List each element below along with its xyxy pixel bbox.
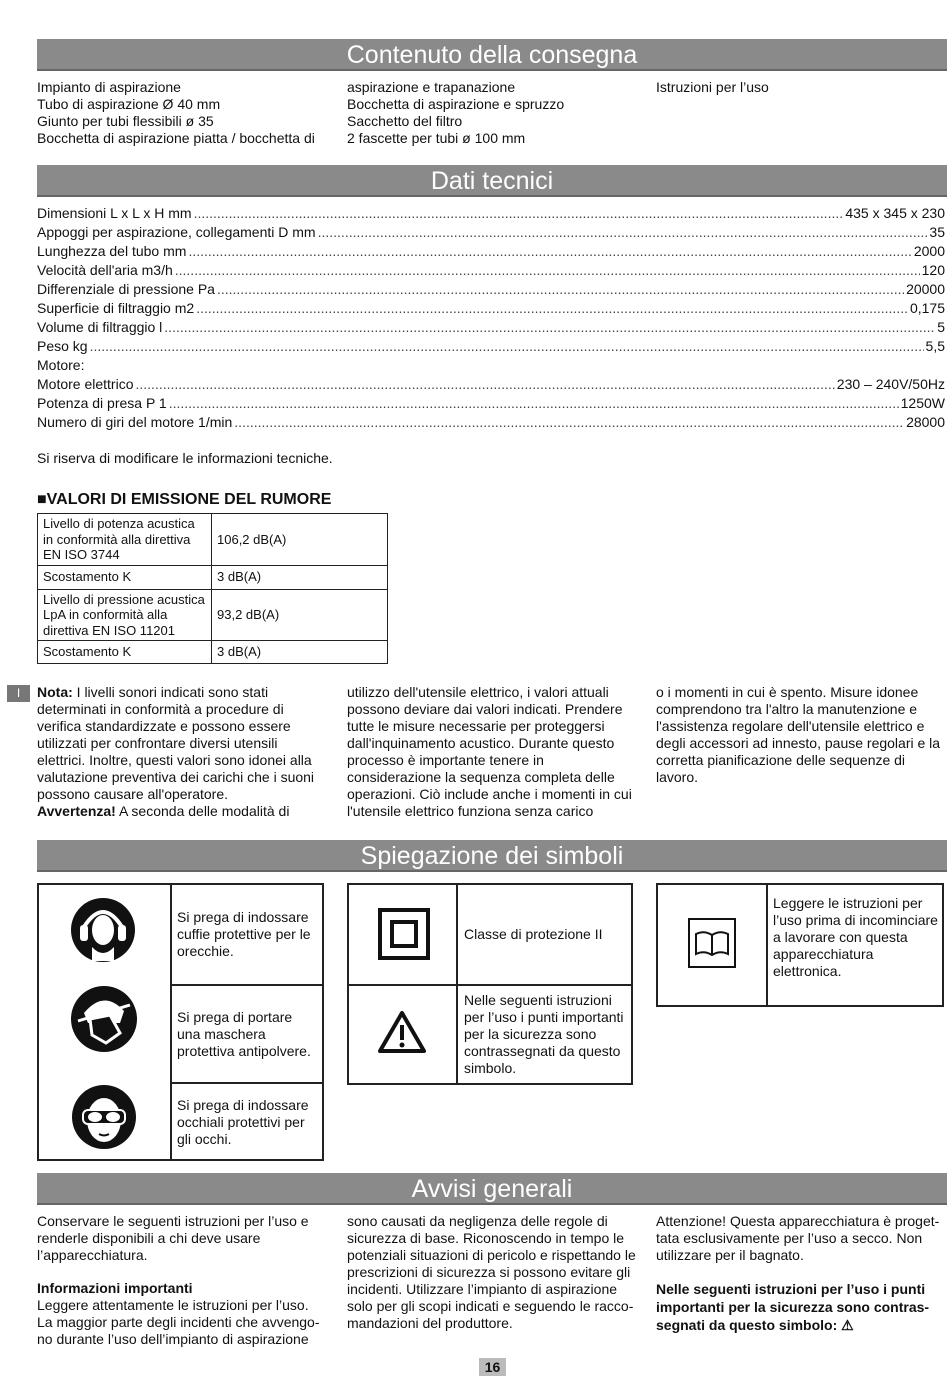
tech-value: 35 xyxy=(929,224,945,240)
tech-label: Volume di filtraggio l xyxy=(37,319,163,335)
note-col3: o i momenti in cui è spento. Misure idonee comprendono tra l'altro la manutenzione e l'assistenza regolare dell'utensile elettrico e degli accessori ad innesto, pause regolari e la corretta pianificazione delle sequenze di lavoro. xyxy=(656,684,941,785)
tech-row xyxy=(37,204,945,223)
tech-row xyxy=(37,394,945,413)
noise-table xyxy=(37,513,388,664)
ear-protection-icon xyxy=(70,897,136,963)
tech-value: 2000 xyxy=(913,243,945,259)
tech-row xyxy=(37,280,945,299)
warning-label: Avvertenza! xyxy=(37,803,116,819)
tech-label: Appoggi per aspirazione, collegamenti D mm xyxy=(37,224,316,240)
cell: 93,2 dB(A) xyxy=(212,589,388,641)
tech-label: Motore: xyxy=(37,357,85,373)
cell: 3 dB(A) xyxy=(212,565,388,589)
nota-label: Nota: xyxy=(37,684,73,700)
general-col1 xyxy=(37,1213,327,1348)
read-manual-icon xyxy=(688,918,736,968)
contents-col1 xyxy=(37,79,337,147)
tech-row xyxy=(37,299,945,318)
leader-dots xyxy=(196,299,908,318)
text: I livelli sonori indicati sono stati determinati in conformità a procedure di verifica standardizzate e possono essere utilizzati per confrontare diversi utensili elettrici. Inoltre, questi valori sono idonei alla valutazione preventiva dei carichi che i suoni possono causare all'operatore. xyxy=(37,684,315,802)
tech-row xyxy=(37,318,945,337)
tech-value: 5,5 xyxy=(925,338,945,354)
tech-row xyxy=(37,223,945,242)
tech-row xyxy=(37,261,945,280)
section-header-contents: Contenuto della consegna xyxy=(37,39,947,71)
tech-value: 28000 xyxy=(906,414,945,430)
tech-value: 20000 xyxy=(906,281,945,297)
item: Bocchetta di aspirazione e spruzzo xyxy=(347,96,565,112)
item: Tubo di aspirazione Ø 40 mm xyxy=(37,96,221,112)
text: Conservare le seguenti istruzioni per l’uso e renderle disponibili a chi deve usare l’apparecchiatura. xyxy=(37,1213,309,1263)
table-row xyxy=(38,589,388,641)
note-col2: utilizzo dell'utensile elettrico, i valori attuali possono deviare dai valori indicati. Prendere tutte le misure necessarie per proteggersi dall'inquinamento acustico. Durante questo processo è importante tenere in considerazione la sequenza completa delle operazioni. Ciò include anche i momenti in cui l'utensile elettrico funziona senza carico xyxy=(347,684,632,819)
tech-label: Numero di giri del motore 1/min xyxy=(37,414,233,430)
tech-label: Motore elettrico xyxy=(37,376,134,392)
tech-row xyxy=(37,242,945,261)
tech-row xyxy=(37,413,945,432)
item: Sacchetto del filtro xyxy=(347,113,463,129)
tech-value: 230 – 240V/50Hz xyxy=(836,376,945,392)
text: Leggere attentamente le istruzioni per l’uso. La maggior parte degli incidenti che avvengo-no durante l’uso dell’impianto di aspirazione xyxy=(37,1297,320,1347)
page-number: 16 xyxy=(479,1358,506,1376)
section-header-symbols: Spiegazione dei simboli xyxy=(37,840,947,872)
leader-dots xyxy=(135,375,834,394)
item: Giunto per tubi flessibili ø 35 xyxy=(37,113,214,129)
symbol-text-ear: Si prega di indossare cuffie protettive per le orecchie. xyxy=(177,909,311,959)
protection-class-2-icon xyxy=(378,908,430,960)
table-row xyxy=(38,565,388,589)
tech-label: Differenziale di pressione Pa xyxy=(37,281,215,297)
leader-dots xyxy=(175,261,920,280)
item: Istruzioni per l’uso xyxy=(656,79,769,95)
dust-mask-icon xyxy=(70,985,138,1053)
symbol-text-mask: Si prega di portare una maschera protettiva antipolvere. xyxy=(177,1009,311,1059)
text: Attenzione! Questa apparecchiatura è proget-tata esclusivamente per l’uso a secco. Non utilizzare per il bagnato. xyxy=(656,1213,940,1263)
text: A seconda delle modalità di xyxy=(115,803,290,819)
cell: Livello di potenza acustica in conformità alla direttiva EN ISO 3744 xyxy=(38,514,212,566)
tech-row xyxy=(37,356,945,375)
general-col3 xyxy=(656,1213,946,1334)
tech-label: Superficie di filtraggio m2 xyxy=(37,300,195,316)
info-title: Informazioni importanti xyxy=(37,1280,193,1296)
warning-icon xyxy=(378,1010,426,1054)
cell: Scostamento K xyxy=(38,641,212,664)
table-row xyxy=(38,641,388,664)
leader-dots xyxy=(90,337,924,356)
item: aspirazione e trapanazione xyxy=(347,79,516,95)
cell: 3 dB(A) xyxy=(212,641,388,664)
tech-value: 5 xyxy=(937,319,945,335)
leader-dots xyxy=(169,394,899,413)
cell: Scostamento K xyxy=(38,565,212,589)
symbol-text-manual: Leggere le istruzioni per l’uso prima di incominciare a lavorare con questa apparecchiatura elettronica. xyxy=(773,895,938,979)
symbol-text-eyes: Si prega di indossare occhiali protettivi per gli occhi. xyxy=(177,1097,309,1147)
tech-label: Potenza di presa P 1 xyxy=(37,395,167,411)
contents-col2 xyxy=(347,79,647,147)
noise-title: ■VALORI DI EMISSIONE DEL RUMORE xyxy=(37,491,332,508)
leader-dots xyxy=(234,413,904,432)
leader-dots xyxy=(318,223,928,242)
leader-dots xyxy=(217,280,904,299)
leader-dots xyxy=(194,204,844,223)
item: Impianto di aspirazione xyxy=(37,79,181,95)
tech-value: 120 xyxy=(921,262,945,278)
tech-label: Velocità dell'aria m3/h xyxy=(37,262,173,278)
tech-label: Dimensioni L x L x H mm xyxy=(37,205,192,221)
tech-note: Si riserva di modificare le informazioni tecniche. xyxy=(37,450,333,466)
general-col2: sono causati da negligenza delle regole di sicurezza di base. Riconoscendo in tempo le potenziali situazioni di pericolo e rispettando le prescrizioni di sicurezza si possono evitare gli incidenti. Utilizzare l’impianto di aspirazione solo per gli scopi indicati e seguendo le racco-mandazioni del produttore. xyxy=(347,1213,636,1331)
table-row xyxy=(38,514,388,566)
section-header-tech: Dati tecnici xyxy=(37,165,947,197)
item: 2 fascette per tubi ø 100 mm xyxy=(347,130,526,146)
section-header-general: Avvisi generali xyxy=(37,1173,947,1205)
tech-label: Peso kg xyxy=(37,338,88,354)
cell: Livello di pressione acustica LpA in conformità alla direttiva EN ISO 11201 xyxy=(38,589,212,641)
safety-note: Nelle seguenti istruzioni per l’uso i punti importanti per la sicurezza sono contras-segnati da questo simbolo: ⚠ xyxy=(656,1281,930,1333)
tech-value: 0,175 xyxy=(909,300,945,316)
tech-label: Lunghezza del tubo mm xyxy=(37,243,187,259)
safety-goggles-icon xyxy=(71,1084,137,1150)
symbol-text-class2: Classe di protezione II xyxy=(464,926,603,942)
contents-col3 xyxy=(656,79,950,96)
leader-dots xyxy=(188,242,911,261)
tech-value: 1250W xyxy=(900,395,945,411)
symbol-text-warning: Nelle seguenti istruzioni per l’uso i punti importanti per la sicurezza sono contrassegnati da questo simbolo. xyxy=(464,992,624,1076)
language-tab: I xyxy=(7,685,30,702)
tech-row xyxy=(37,337,945,356)
tech-row xyxy=(37,375,945,394)
leader-dots xyxy=(164,318,935,337)
cell: 106,2 dB(A) xyxy=(212,514,388,566)
tech-value: 435 x 345 x 230 xyxy=(845,205,945,221)
note-col1 xyxy=(37,684,322,820)
item: Bocchetta di aspirazione piatta / bocchetta di xyxy=(37,130,315,146)
